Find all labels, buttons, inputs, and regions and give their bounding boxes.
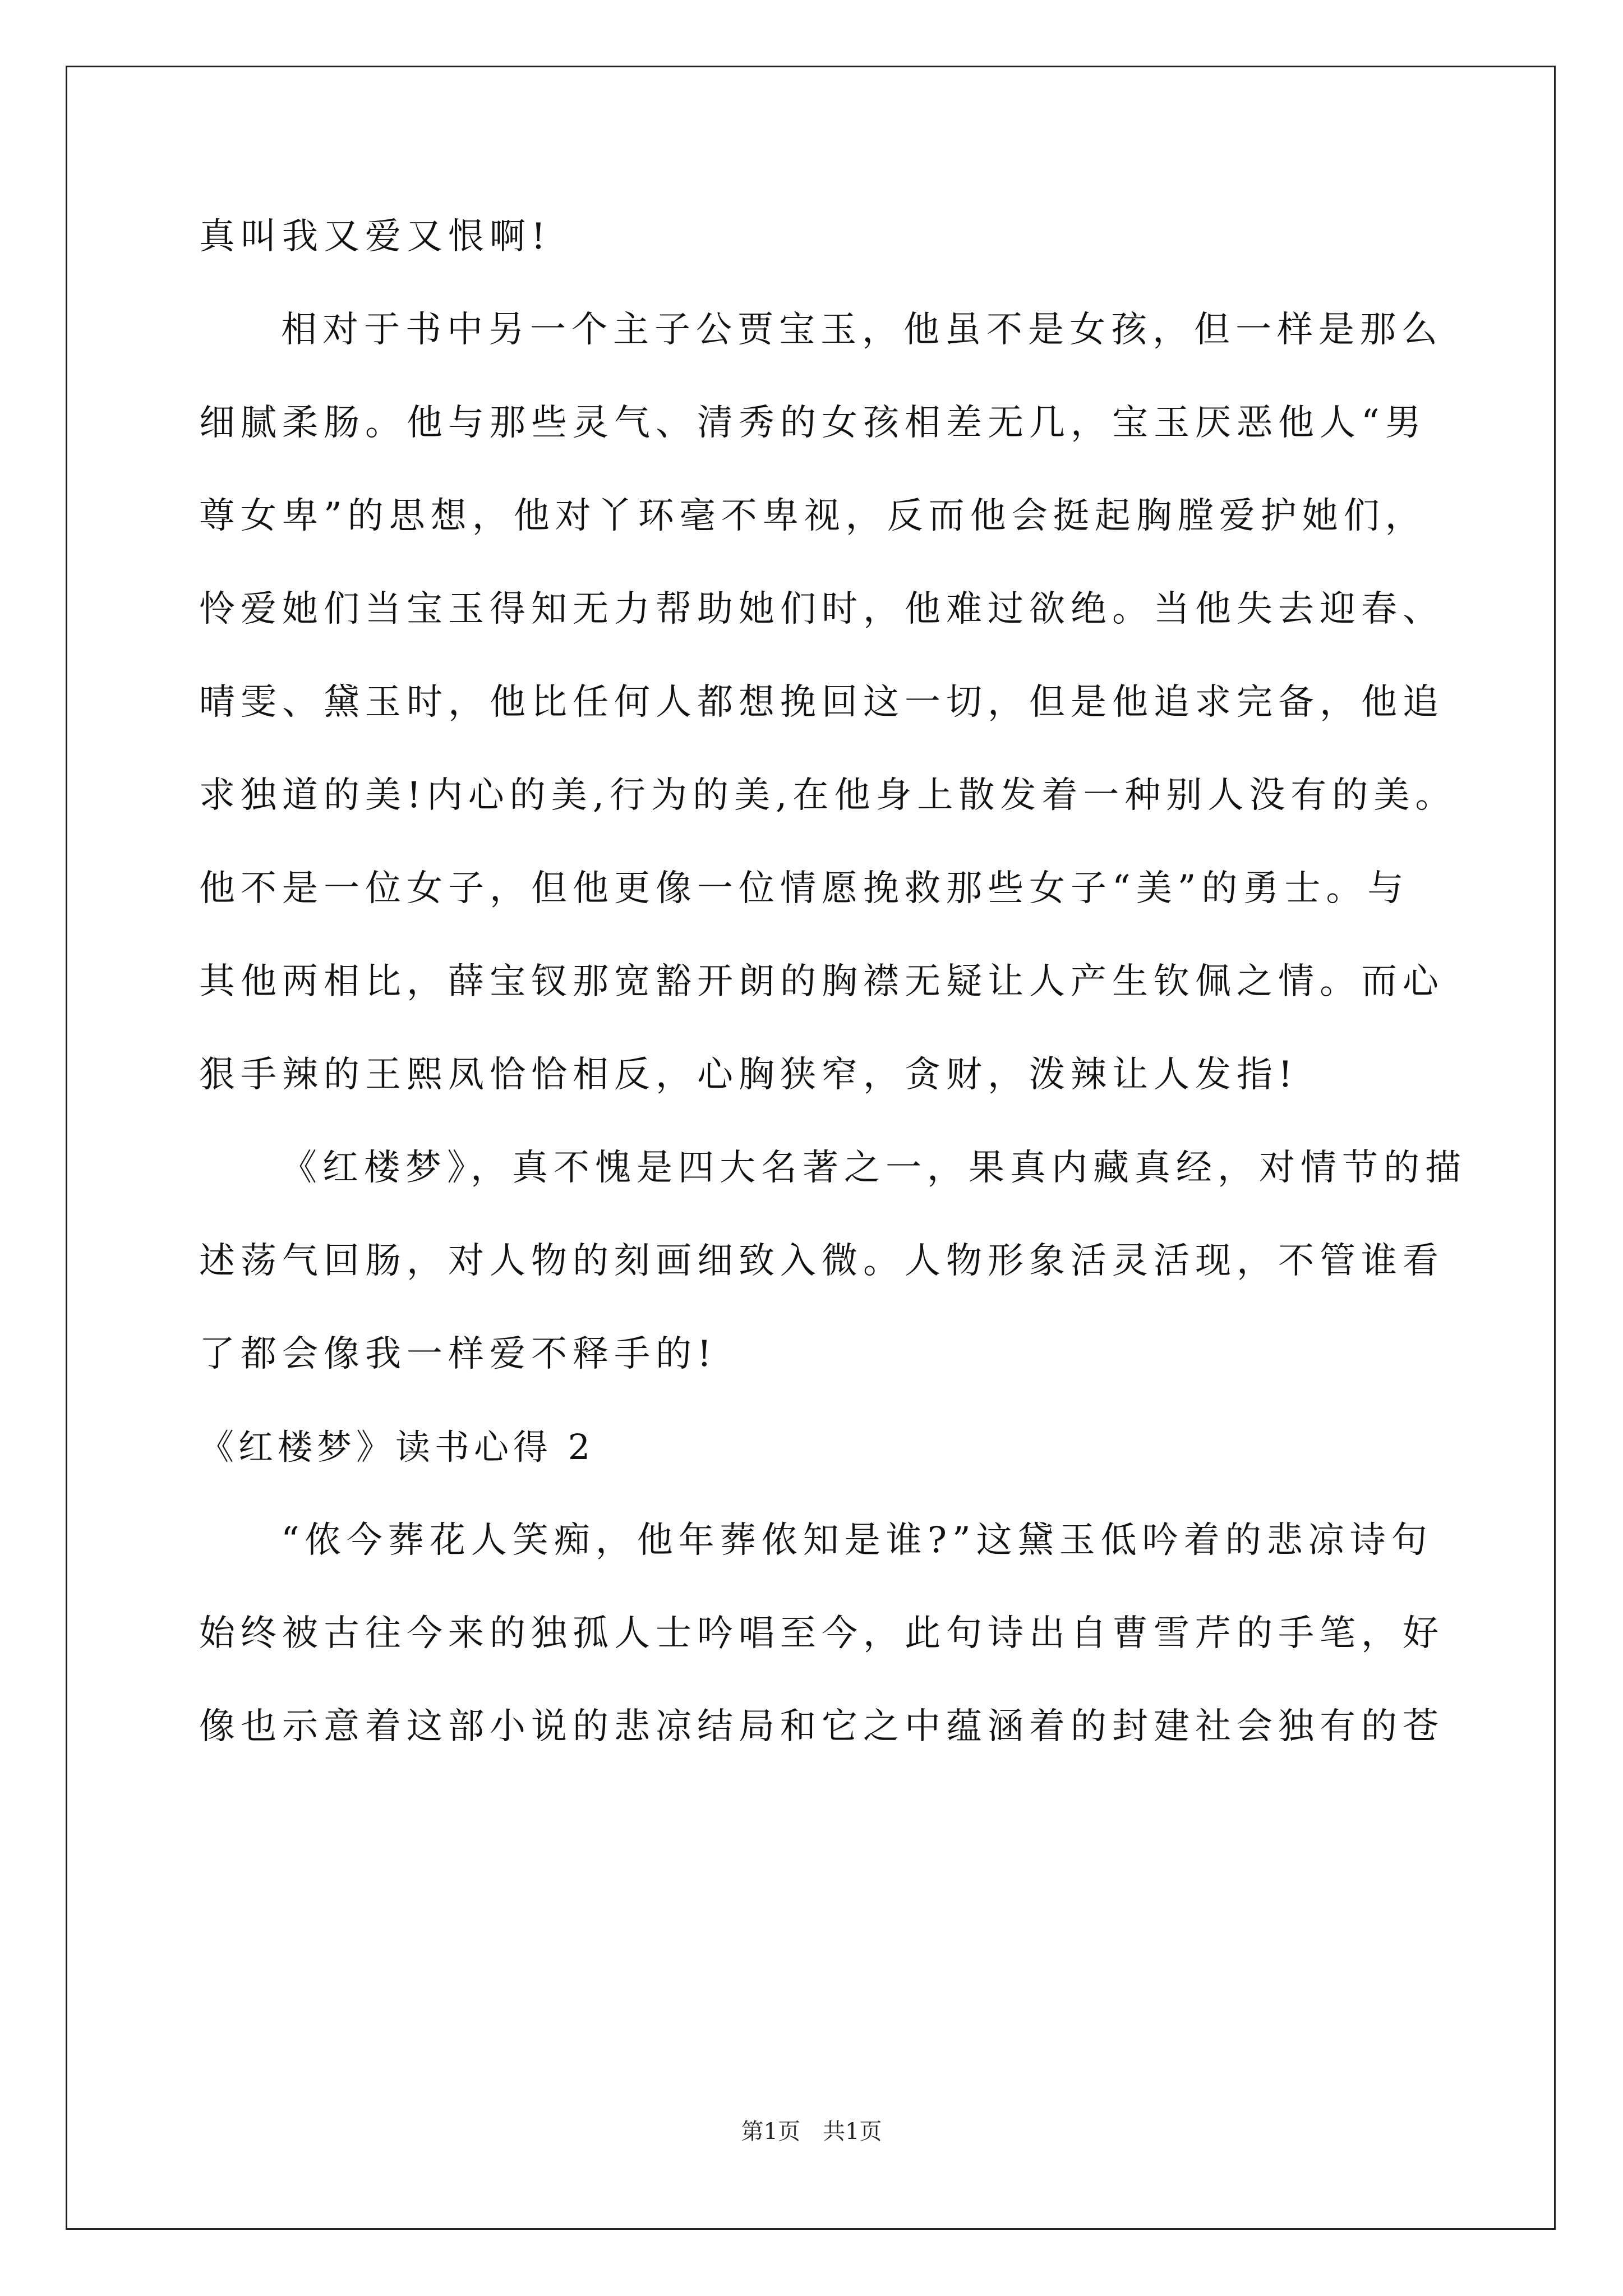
text-line: 其他两相比，薛宝钗那宽豁开朗的胸襟无疑让人产生钦佩之情。而心 [199,961,1444,1002]
text-line: “侬今葬花人笑痴，他年葬侬知是谁?”这黛玉低吟着的悲凉诗句 [281,1520,1433,1561]
text-line: 尊女卑”的思想，他对丫环毫不卑视，反而他会挺起胸膛爱护她们， [199,495,1427,537]
text-line: 怜爱她们当宝玉得知无力帮助她们时，他难过欲绝。当他失去迎春、 [199,588,1444,630]
text-line: 晴雯、黛玉时，他比任何人都想挽回这一切，但是他追求完备，他追 [199,682,1444,723]
text-line: 相对于书中另一个主子公贾宝玉，他虽不是女孩，但一样是那么 [281,309,1443,351]
text-line: 真叫我又爱又恨啊! [199,216,551,257]
text-line: 始终被古往今来的独孤人士吟唱至今，此句诗出自曹雪芹的手笔，好 [199,1613,1444,1654]
text-line: 求独道的美!内心的美,行为的美,在他身上散发着一种别人没有的美。 [199,775,1457,816]
text-line: 像也示意着这部小说的悲凉结局和它之中蕴涵着的封建社会独有的苍 [199,1706,1444,1747]
text-line: 述荡气回肠，对人物的刻画细致入微。人物形象活灵活现，不管谁看 [199,1240,1444,1282]
section-heading: 《红楼梦》读书心得 2 [199,1427,595,1467]
page-number: 第1页 共1页 [741,2119,882,2145]
text-line: 他不是一位女子，但他更像一位情愿挽救那些女子“美”的勇士。与 [199,868,1409,909]
text-line: 了都会像我一样爱不释手的! [199,1333,717,1375]
text-line: 细腻柔肠。他与那些灵气、清秀的女孩相差无几，宝玉厌恶他人“男 [199,402,1427,444]
text-line: 狠手辣的王熙凤恰恰相反，心胸狭窄，贪财，泼辣让人发指! [199,1054,1298,1096]
document-body [199,216,1467,1802]
text-line: 《红楼梦》，真不愧是四大名著之一，果真内藏真经，对情节的描 [281,1147,1467,1189]
